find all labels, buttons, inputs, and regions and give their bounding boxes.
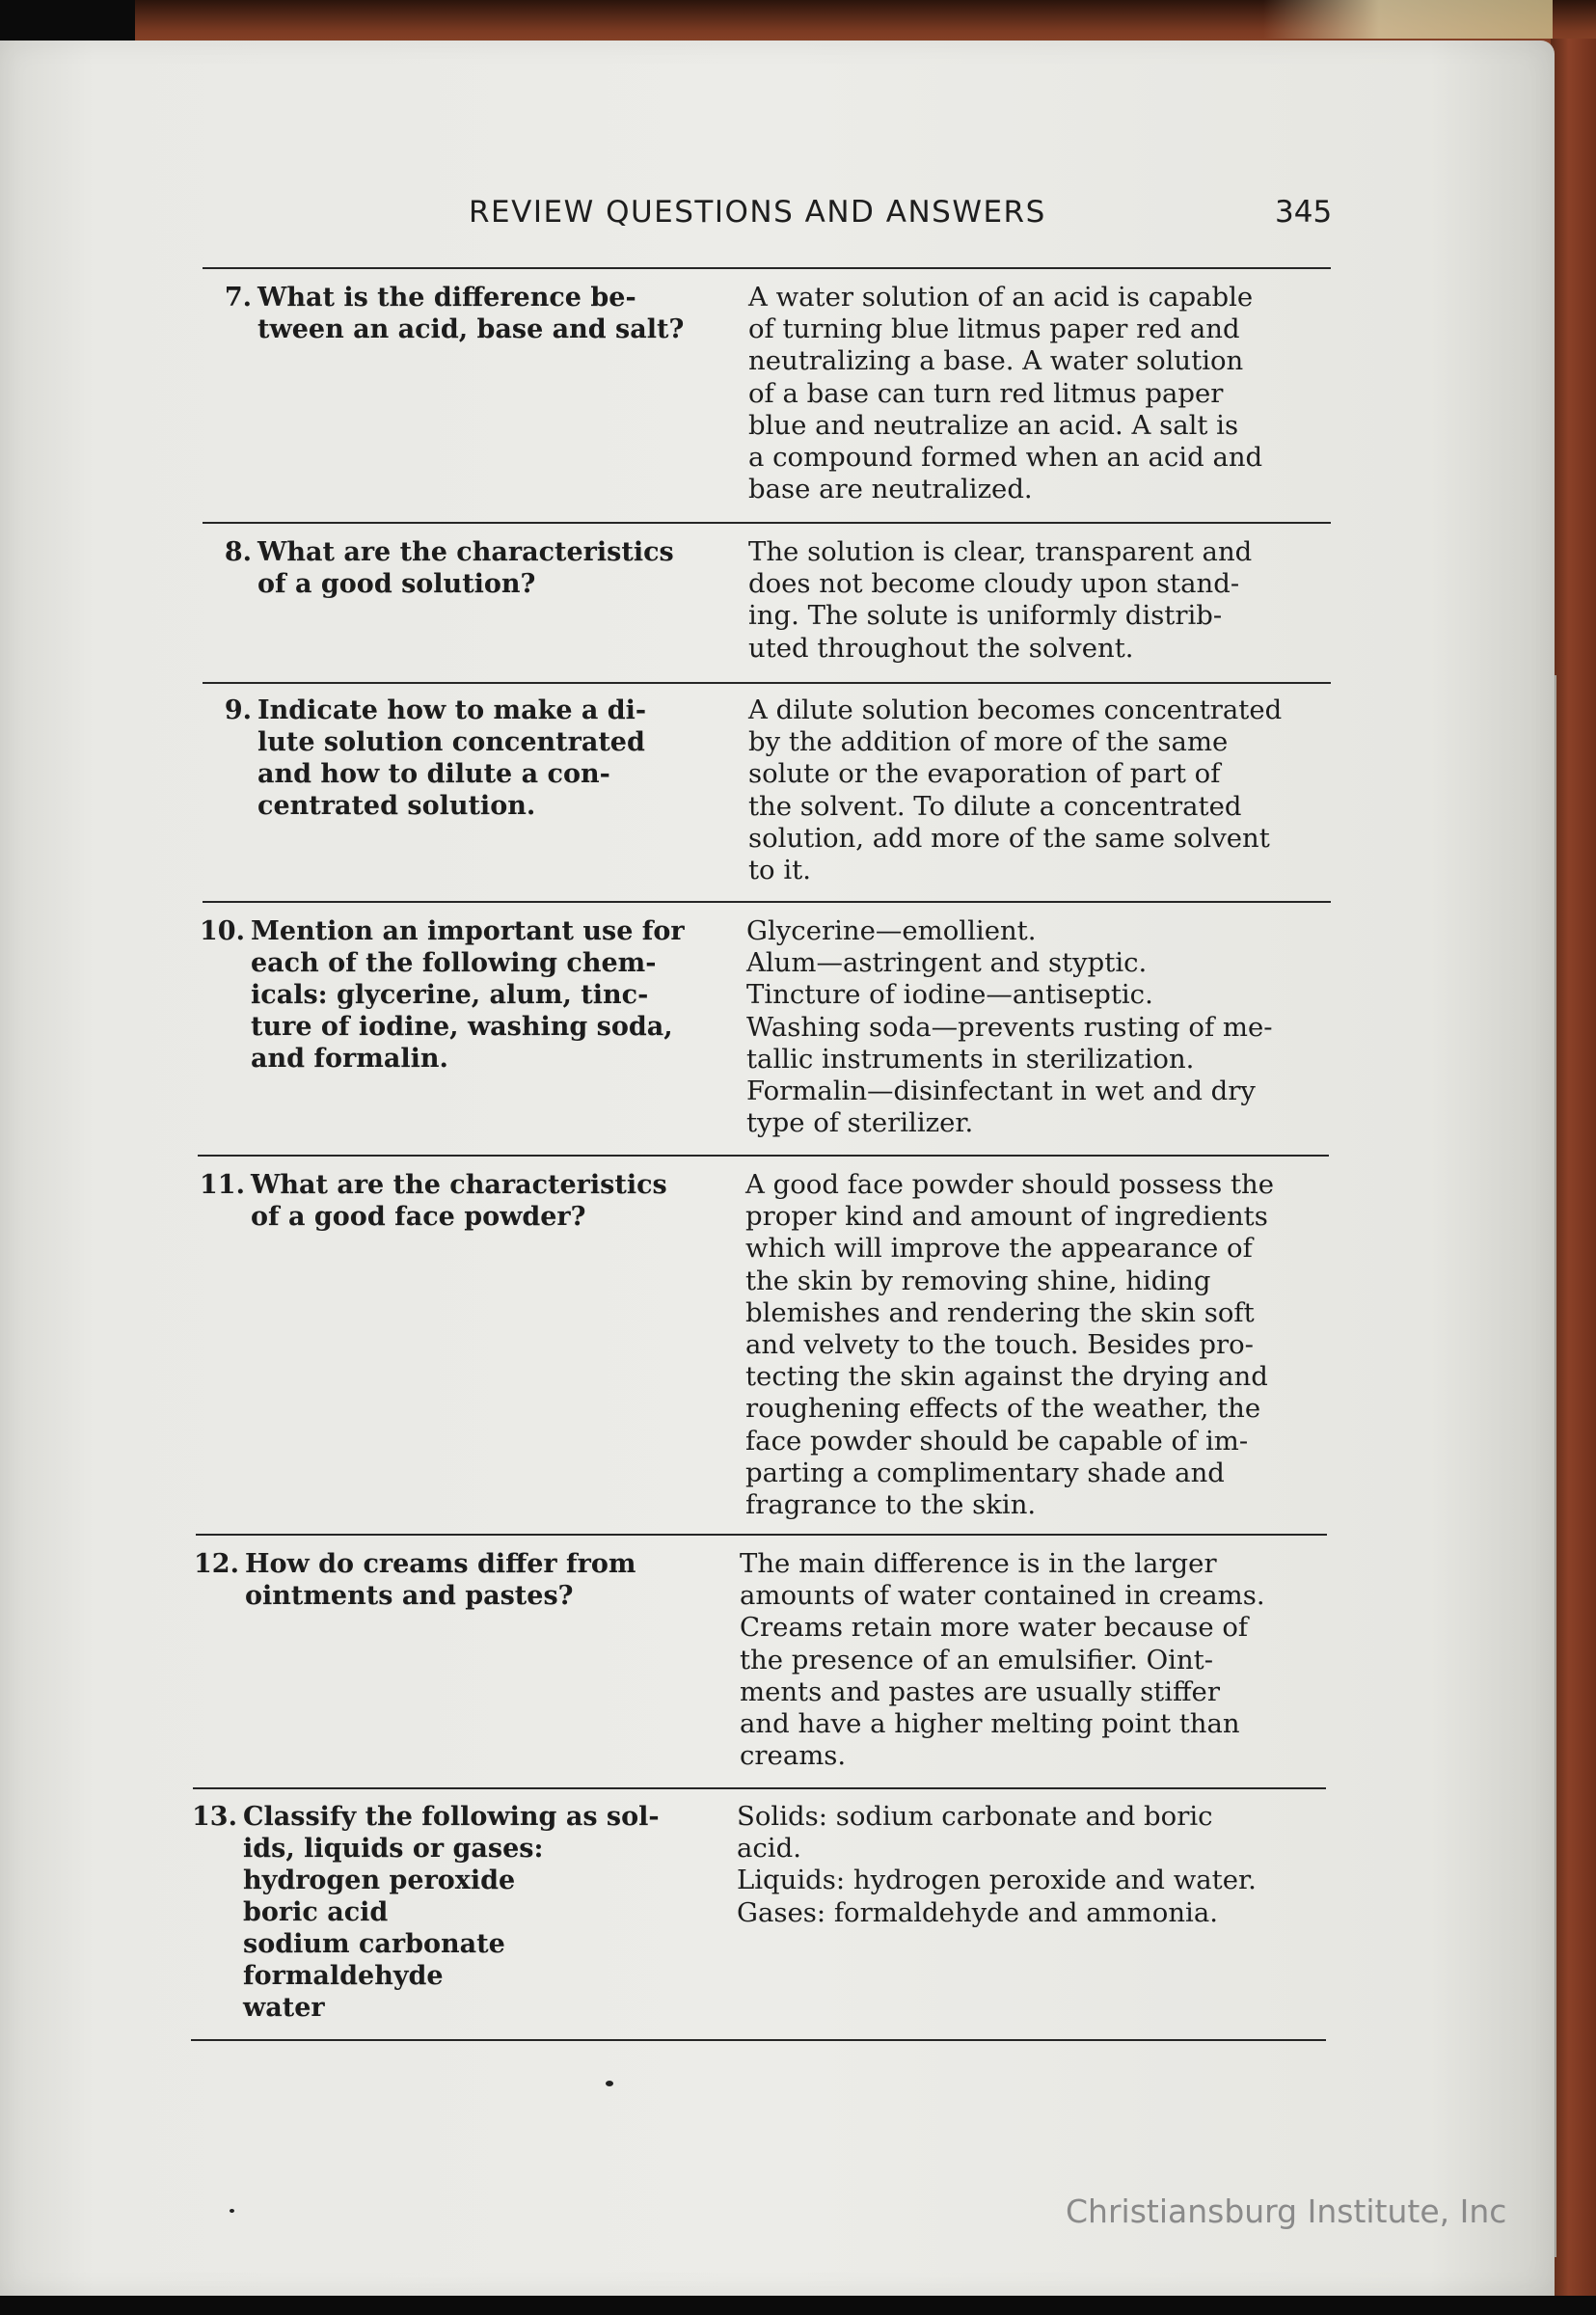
row-divider	[198, 1155, 1329, 1157]
question-text: What are the characteristics of a good face powder?	[251, 1170, 667, 1232]
answer-line: Glycerine—emollient.	[746, 915, 1037, 946]
question-number: 9.	[224, 695, 252, 725]
question-text: Indicate how to make a di- lute solution concentrated and how to dilute a con- centrated solution.	[257, 695, 647, 821]
answer-line: uted throughout the solvent.	[748, 632, 1134, 664]
print-speck	[230, 2209, 234, 2213]
answer-line: ing. The solute is uniformly distrib-	[748, 600, 1223, 632]
answer-line: Formalin—disinfectant in wet and dry	[746, 1076, 1256, 1107]
answer-line: A good face powder should possess the	[745, 1169, 1275, 1200]
running-head: REVIEW QUESTIONS AND ANSWERS	[469, 195, 1046, 230]
answer-line: proper kind and amount of ingredients	[745, 1201, 1268, 1233]
question-number: 12.	[194, 1549, 239, 1579]
book-cover-right-edge	[1551, 39, 1596, 2296]
answer-line: blemishes and rendering the skin soft	[745, 1296, 1255, 1328]
print-speck	[606, 2081, 613, 2086]
answer-line: ments and pastes are usually stiffer	[740, 1675, 1220, 1707]
answer-line: the skin by removing shine, hiding	[745, 1265, 1211, 1296]
answer-line: fragrance to the skin.	[745, 1489, 1037, 1521]
answer-line: by the addition of more of the same	[748, 726, 1229, 758]
answer-11	[745, 1169, 1332, 1521]
answer-line: tallic instruments in sterilization.	[746, 1043, 1195, 1075]
answer-line: acid.	[737, 1833, 801, 1865]
answer-line: type of sterilizer.	[746, 1107, 974, 1139]
row-divider	[193, 1787, 1326, 1789]
answer-line: a compound formed when an acid and	[748, 442, 1263, 474]
answer-line: Washing soda—prevents rusting of me-	[746, 1011, 1273, 1043]
answer-line: Solids: sodium carbonate and boric	[737, 1801, 1213, 1832]
question-text: What is the difference be- tween an acid, base and salt?	[257, 283, 685, 344]
answer-line: parting a complimentary shade and	[745, 1457, 1225, 1488]
question-number: 11.	[200, 1170, 245, 1200]
answer-line: the presence of an emulsifier. Oint-	[740, 1644, 1214, 1675]
answer-line: Creams retain more water because of	[740, 1612, 1249, 1644]
answer-line: Alum—astringent and styptic.	[746, 947, 1148, 979]
answer-10	[746, 915, 1333, 1139]
row-divider	[203, 522, 1331, 524]
page-number: 345	[1275, 195, 1333, 230]
answer-line: and velvety to the touch. Besides pro-	[745, 1329, 1254, 1361]
answer-line: tecting the skin against the drying and	[745, 1361, 1268, 1393]
answer-8	[748, 536, 1335, 665]
answer-12	[740, 1548, 1326, 1772]
bottom-rule	[191, 2039, 1326, 2041]
answer-line: face powder should be capable of im-	[745, 1425, 1249, 1457]
answer-line: A water solution of an acid is capable	[748, 282, 1254, 313]
answer-line: Gases: formaldehyde and ammonia.	[737, 1896, 1218, 1928]
answer-line: solute or the evaporation of part of	[748, 758, 1221, 790]
answer-line: does not become cloudy upon stand-	[748, 568, 1240, 600]
answer-line: solution, add more of the same solvent	[748, 822, 1270, 854]
top-rule	[203, 267, 1331, 269]
answer-line: amounts of water contained in creams.	[740, 1580, 1265, 1612]
question-number: 8.	[224, 537, 252, 567]
answer-line: blue and neutralize an acid. A salt is	[748, 409, 1239, 441]
answer-line: creams.	[740, 1740, 847, 1772]
answer-line: A dilute solution becomes concentrated	[748, 694, 1283, 725]
answer-13	[737, 1801, 1323, 1929]
book-cover-worn-corner	[1263, 0, 1553, 39]
question-number: 13.	[192, 1802, 237, 1832]
answer-line: of a base can turn red litmus paper	[748, 377, 1224, 409]
answer-line: Tincture of iodine—antiseptic.	[746, 979, 1153, 1011]
answer-7	[748, 282, 1335, 505]
question-number: 7.	[224, 283, 252, 313]
answer-9	[748, 694, 1335, 886]
question-text: How do creams differ from ointments and pastes?	[245, 1549, 636, 1611]
answer-line: neutralizing a base. A water solution	[748, 345, 1244, 377]
answer-line: of turning blue litmus paper red and	[748, 313, 1240, 345]
answer-line: which will improve the appearance of	[745, 1233, 1253, 1265]
answer-line: Liquids: hydrogen peroxide and water.	[737, 1865, 1257, 1896]
question-text: What are the characteristics of a good solution?	[257, 537, 674, 599]
answer-line: The main difference is in the larger	[740, 1548, 1217, 1579]
question-number: 10.	[200, 916, 245, 946]
answer-line: The solution is clear, transparent and	[748, 536, 1253, 567]
question-text: Classify the following as sol- ids, liquids or gases: hydrogen peroxide boric acid sodium carbonate formaldehyde water	[243, 1802, 660, 2023]
answer-line: the solvent. To dilute a concentrated	[748, 790, 1242, 822]
answer-line: to it.	[748, 855, 811, 886]
row-divider	[203, 901, 1331, 903]
row-divider	[203, 682, 1331, 684]
row-divider	[196, 1534, 1327, 1536]
answer-line: and have a higher melting point than	[740, 1708, 1240, 1740]
question-text: Mention an important use for each of the following chem- icals: glycerine, alum, tinc- ture of iodine, washing soda, and formalin.	[251, 916, 685, 1074]
watermark: Christiansburg Institute, Inc	[1066, 2192, 1507, 2230]
answer-line: roughening effects of the weather, the	[745, 1393, 1261, 1425]
answer-line: base are neutralized.	[748, 474, 1033, 505]
